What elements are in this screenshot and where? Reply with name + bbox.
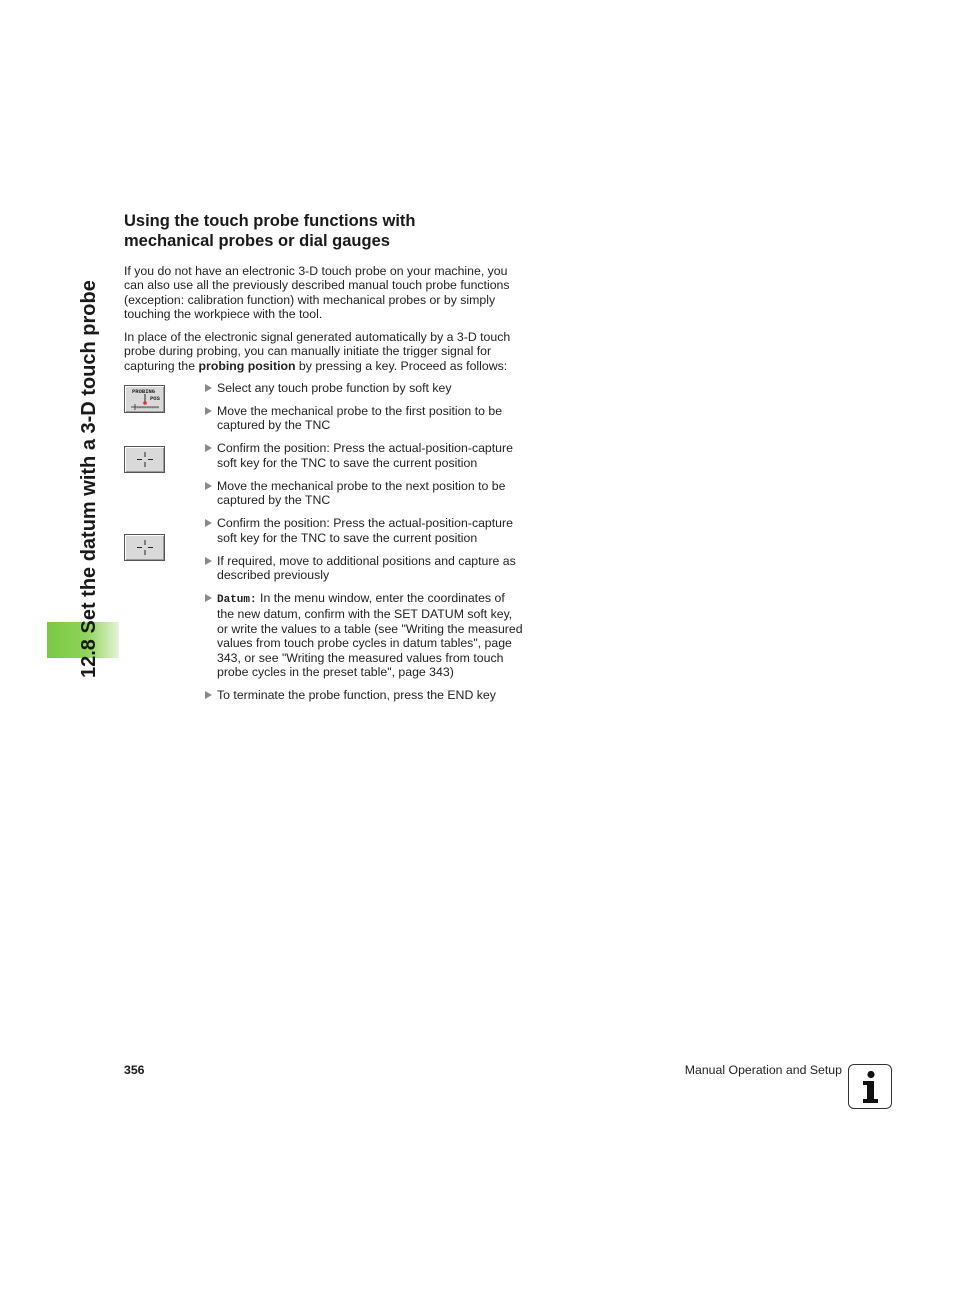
bullet-triangle-icon [205, 594, 212, 602]
crosshair-icon [125, 535, 164, 560]
probing-position-term: probing position [198, 358, 296, 373]
softkey-label-pos: POS [150, 395, 160, 402]
bullet-triangle-icon [205, 557, 212, 565]
step-item: If required, move to additional positions and capture as described previously [204, 554, 524, 583]
chapter-side-title: 12.8 Set the datum with a 3-D touch probe [78, 280, 100, 678]
bullet-triangle-icon [205, 519, 212, 527]
step-item: Confirm the position: Press the actual-position-capture soft key for the TNC to save the current position [204, 441, 524, 470]
datum-label: Datum: [217, 594, 257, 607]
step-item: Confirm the position: Press the actual-position-capture soft key for the TNC to save the current position [204, 516, 524, 545]
trigger-paragraph [124, 330, 524, 373]
probe-icon [125, 386, 164, 412]
trigger-paragraph-start: In place of the electronic signal generated automatically by a 3-D touch probe during probing, you can manually initiate the trigger signal for capturing the [124, 330, 511, 373]
bullet-triangle-icon [205, 482, 212, 490]
bullet-triangle-icon [205, 384, 212, 392]
procedure-steps [204, 381, 524, 711]
actual-position-capture-softkey[interactable] [124, 446, 165, 473]
bullet-triangle-icon [205, 691, 212, 699]
softkey-label-probing: PROBING [132, 388, 156, 395]
crosshair-icon [125, 447, 164, 472]
step-item-datum: Datum: In the menu window, enter the coordinates of the new datum, confirm with the SET DATUM soft key, or write the values to a table (see "Writing the measured values from touch probe cycles in datum tables", page 343, or see "Writing the measured values from touch probe cycles in the preset table", page 343) [204, 591, 524, 679]
step-item: Move the mechanical probe to the first position to be captured by the TNC [204, 404, 524, 433]
probing-pos-softkey[interactable] [124, 385, 165, 413]
step-item: Select any touch probe function by soft key [204, 381, 524, 395]
step-item: Move the mechanical probe to the next position to be captured by the TNC [204, 479, 524, 508]
actual-position-capture-softkey-2[interactable] [124, 534, 165, 561]
step-item-end: To terminate the probe function, press the END key [204, 688, 524, 702]
trigger-paragraph-end: by pressing a key. Proceed as follows: [295, 358, 508, 373]
bullet-triangle-icon [205, 444, 212, 452]
intro-paragraph: If you do not have an electronic 3-D touch probe on your machine, you can also use all the previously described manual touch probe functions (exception: calibration function) with mechanical probes or by simply touching the workpiece with the tool. [124, 264, 510, 322]
bullet-triangle-icon [205, 407, 212, 415]
info-icon [848, 1064, 892, 1109]
page-number: 356 [124, 1063, 145, 1077]
section-heading: Using the touch probe functions with mechanical probes or dial gauges [124, 212, 416, 250]
footer-chapter-title: Manual Operation and Setup [684, 1063, 842, 1077]
